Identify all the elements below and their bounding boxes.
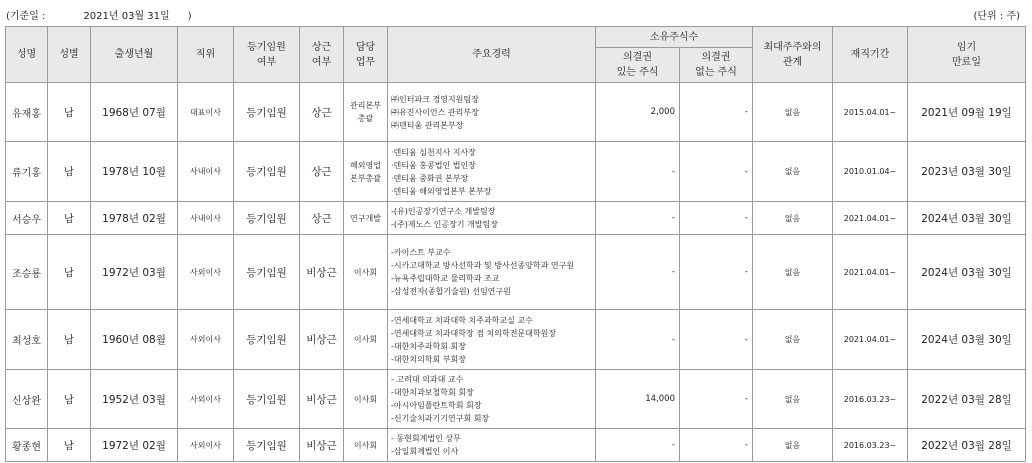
report-header [0,0,1032,26]
cell-position: 사외이사 [178,370,234,429]
cell-relation: 없음 [753,83,833,142]
cell-term: 2024년 03월 30일 [908,202,1026,235]
career-line: -대한치과보철학회 회장 [391,388,474,397]
cell-term: 2021년 09월 19일 [908,83,1026,142]
cell-gender: 남 [48,202,91,235]
basis-suffix: ) [187,11,192,22]
cell-nonvoting-shares: - [680,235,753,310]
career-line: ·덴티움 중화권 본부장 [391,173,469,183]
cell-career [388,83,596,142]
cell-fulltime: 비상근 [300,310,344,370]
career-line: ·덴티움 해외영업본부 본부장 [391,186,492,196]
cell-term: 2022년 03월 28일 [908,370,1026,429]
cell-birth: 1960년 08월 [91,310,178,370]
cell-voting-shares: 2,000 [596,83,680,142]
table-row [6,429,1026,462]
basis-prefix: (기준일 : [6,11,46,22]
cell-birth: 1978년 10월 [91,142,178,202]
cell-nonvoting-shares: - [680,142,753,202]
career-line: ·덴티움 홍콩법인 법인장 [391,160,476,170]
basis-date-label [6,7,192,22]
cell-relation: 없음 [753,310,833,370]
cell-duty [344,83,388,142]
cell-tenure: 2016.03.23~ [833,370,908,429]
career-line: -연세대학교 치과대학 치주과학교실 교수 [391,315,533,325]
cell-position: 사내이사 [178,142,234,202]
cell-name: 류기홍 [6,142,48,202]
cell-voting-shares: 14,000 [596,370,680,429]
career-line: -카이스트 부교수 [391,248,451,257]
cell-birth: 1952년 03월 [91,370,178,429]
cell-birth: 1972년 02월 [91,429,178,462]
career-line: -(유)인공장기연구소 개발팀장 [391,207,496,216]
cell-duty [344,310,388,370]
duty-line: 이사회 [353,267,378,277]
duty-line: 총괄 [357,114,374,123]
cell-position: 대표이사 [178,83,234,142]
col-relation: 최대주주와의 관계 [753,27,833,83]
cell-name: 황종현 [6,429,48,462]
cell-registered: 등기임원 [234,83,300,142]
career-line: -삼성전자(종합기술원) 선임연구원 [391,287,511,296]
cell-career [388,429,596,462]
cell-fulltime: 비상근 [300,429,344,462]
col-gender: 성별 [48,27,91,83]
career-line: -삼일회계법인 이사 [391,447,459,456]
cell-registered: 등기임원 [234,310,300,370]
cell-tenure: 2015.04.01~ [833,83,908,142]
basis-date: 2021년 03월 31일 [83,11,170,22]
cell-voting-shares: - [596,142,680,202]
cell-nonvoting-shares: - [680,429,753,462]
cell-duty [344,235,388,310]
cell-birth: 1978년 02월 [91,202,178,235]
cell-position: 사외이사 [178,310,234,370]
career-line: -아시아임플란트학회 회장 [391,401,482,410]
career-line: -(주)제노스 인공장기 개발팀장 [391,220,498,229]
table-row [6,370,1026,429]
cell-birth: 1972년 03월 [91,235,178,310]
cell-fulltime: 상근 [300,83,344,142]
cell-name: 조승룡 [6,235,48,310]
cell-gender: 남 [48,310,91,370]
cell-tenure: 2010.01.04~ [833,142,908,202]
col-duty: 담당 업무 [344,27,388,83]
cell-career [388,370,596,429]
cell-nonvoting-shares: - [680,83,753,142]
cell-gender: 남 [48,142,91,202]
cell-relation: 없음 [753,202,833,235]
cell-relation: 없음 [753,429,833,462]
duty-line: 이사회 [353,335,378,344]
cell-fulltime: 상근 [300,142,344,202]
cell-registered: 등기임원 [234,142,300,202]
cell-tenure: 2021.04.01~ [833,202,908,235]
cell-registered: 등기임원 [234,202,300,235]
duty-line: 연구개발 [350,213,381,223]
table-row [6,142,1026,202]
cell-registered: 등기임원 [234,235,300,310]
cell-fulltime: 비상근 [300,235,344,310]
col-tenure: 재직기간 [833,27,908,83]
cell-gender: 남 [48,83,91,142]
col-birth: 출생년월 [91,27,178,83]
cell-relation: 없음 [753,142,833,202]
cell-fulltime: 상근 [300,202,344,235]
table-row [6,235,1026,310]
executives-table [5,26,1026,462]
career-line: -뉴욕주립대학교 물리학과 조교 [391,274,500,283]
cell-birth: 1968년 07월 [91,83,178,142]
cell-voting-shares: - [596,202,680,235]
career-line: -연세대학교 치과대학장 겸 치의학전문대학원장 [391,328,557,338]
cell-career [388,202,596,235]
career-line: - 고려대 의과대 교수 [391,375,464,384]
col-voting: 의결권 있는 주식 [596,48,680,83]
career-line: ㈜인터파크 경영지원팀장 [391,94,479,104]
cell-name: 서승우 [6,202,48,235]
cell-nonvoting-shares: - [680,310,753,370]
career-line: ·덴티움 심천지사 지사장 [391,147,476,157]
duty-line: 관리본부 [350,101,381,110]
col-nonvoting: 의결권 없는 주식 [680,48,753,83]
career-line: -시카고대학교 방사선학과 및 방사선종양학과 연구원 [391,261,575,270]
cell-name: 최성호 [6,310,48,370]
cell-duty [344,202,388,235]
cell-voting-shares: - [596,310,680,370]
duty-line: 해외영업 [350,160,381,170]
cell-career [388,142,596,202]
col-name: 성명 [6,27,48,83]
cell-name: 유재홍 [6,83,48,142]
table-row [6,202,1026,235]
col-registered: 등기임원 여부 [234,27,300,83]
col-term: 임기 만료일 [908,27,1026,83]
col-shares: 소유주식수 [596,27,753,48]
cell-tenure: 2021.04.01~ [833,235,908,310]
cell-nonvoting-shares: - [680,370,753,429]
cell-tenure: 2016.03.23~ [833,429,908,462]
duty-line: 이사회 [353,440,378,450]
cell-gender: 남 [48,429,91,462]
cell-registered: 등기임원 [234,429,300,462]
cell-position: 사내이사 [178,202,234,235]
cell-term: 2024년 03월 30일 [908,235,1026,310]
cell-registered: 등기임원 [234,370,300,429]
career-line: - 동현회계법인 상무 [391,434,461,443]
cell-position: 사외이사 [178,429,234,462]
cell-gender: 남 [48,235,91,310]
cell-duty [344,429,388,462]
cell-name: 신상완 [6,370,48,429]
unit-label: (단위 : 주) [973,11,1020,22]
cell-position: 사외이사 [178,235,234,310]
cell-term: 2024년 03월 30일 [908,310,1026,370]
career-line: ㈜덴티움 관리본부장 [391,120,464,130]
cell-fulltime: 비상근 [300,370,344,429]
duty-line: 이사회 [353,394,378,404]
table-row [6,310,1026,370]
col-position: 직위 [178,27,234,83]
career-line: ㈜유진사이언스 관리부장 [391,107,479,117]
cell-tenure: 2021.04.01~ [833,310,908,370]
col-fulltime: 상근 여부 [300,27,344,83]
table-row [6,83,1026,142]
table-body [6,83,1026,462]
career-line: -대한치주과학회 회장 [391,341,466,351]
career-line: -대한치의학회 부회장 [391,354,466,364]
cell-term: 2022년 03월 28일 [908,429,1026,462]
cell-duty [344,142,388,202]
cell-relation: 없음 [753,235,833,310]
cell-term: 2023년 03월 30일 [908,142,1026,202]
cell-voting-shares: - [596,235,680,310]
cell-voting-shares: - [596,429,680,462]
cell-duty [344,370,388,429]
cell-nonvoting-shares: - [680,202,753,235]
col-career: 주요경력 [388,27,596,83]
cell-relation: 없음 [753,370,833,429]
duty-line: 본부총괄 [350,173,381,183]
cell-career [388,310,596,370]
cell-gender: 남 [48,370,91,429]
cell-career [388,235,596,310]
career-line: -신기술치과기기연구회 회장 [391,414,490,423]
